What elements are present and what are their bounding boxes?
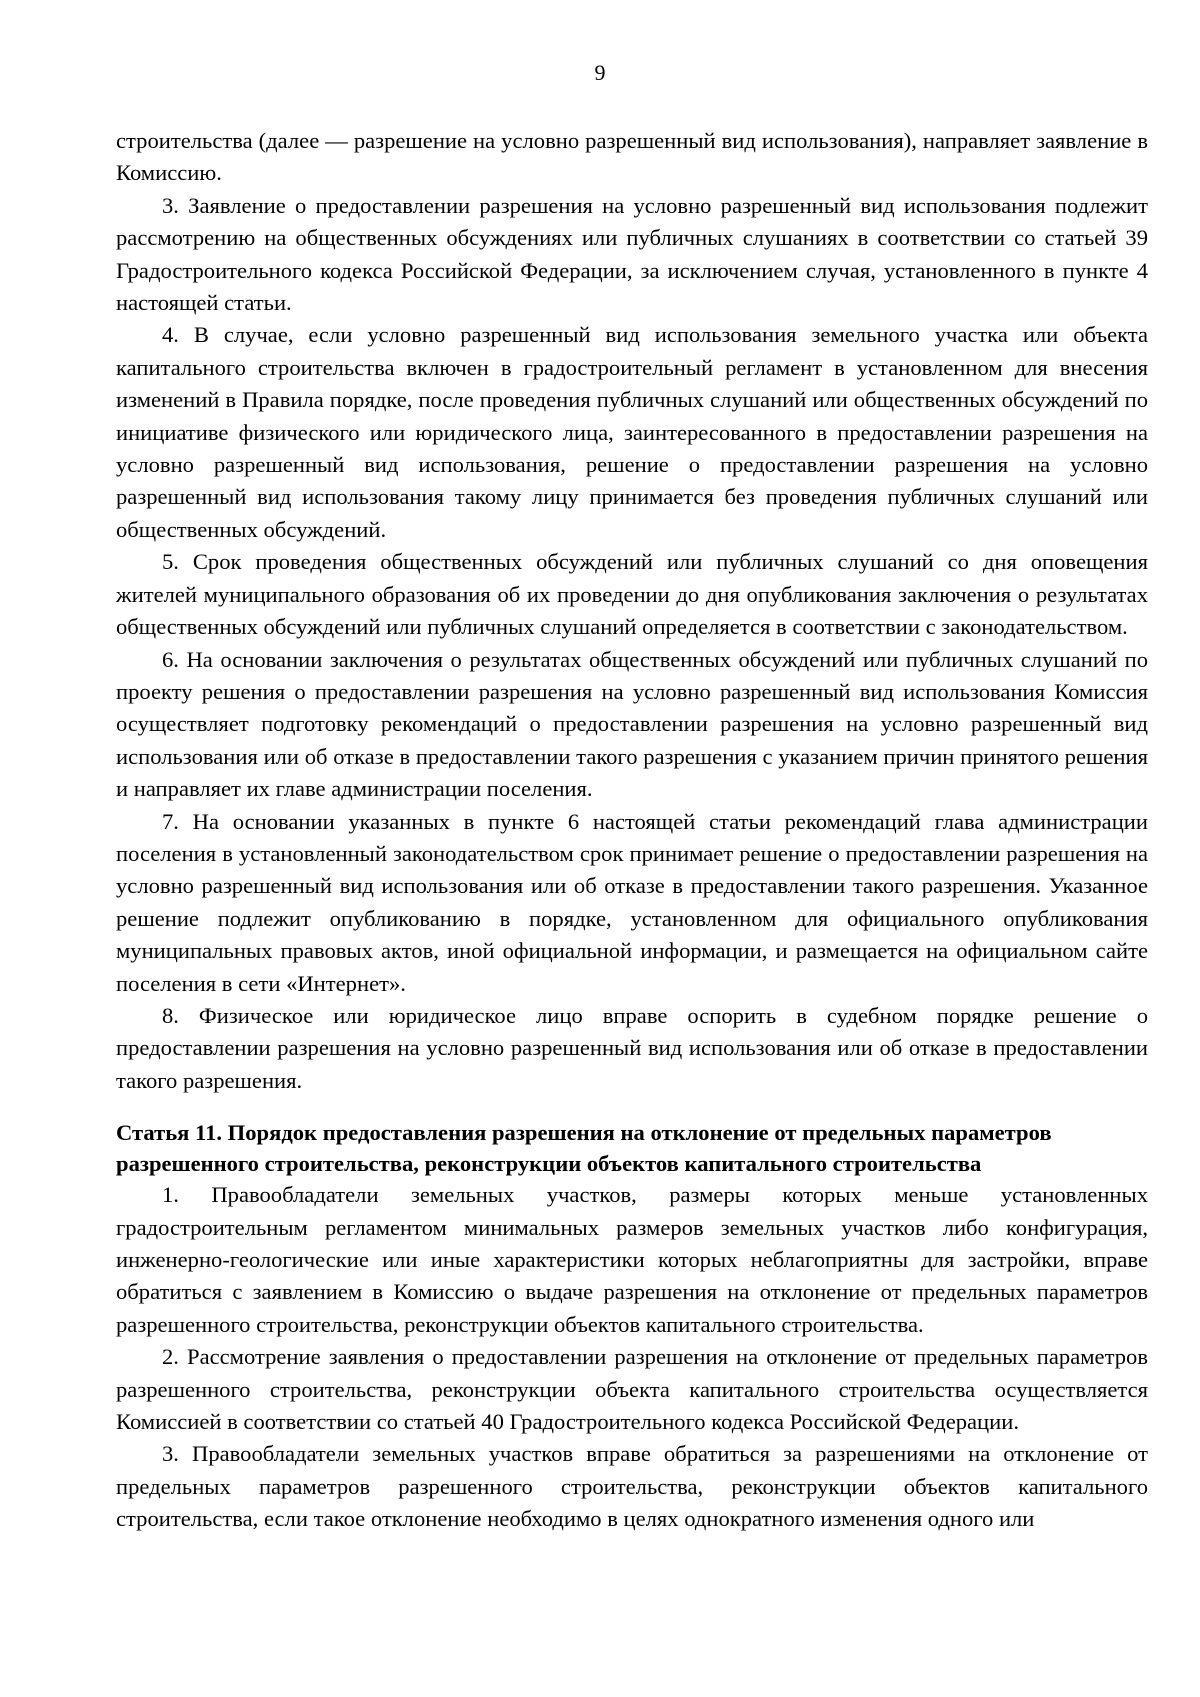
- article-heading: Статья 11. Порядок предоставления разрешения на отклонение от предельных параметров разрешенного строительства, реконструкции объектов капитального строительства: [116, 1120, 1052, 1177]
- paragraph-item-4: 4. В случае, если условно разрешенный вид использования земельного участка или объекта капитального строительства включен в градостроительный регламент в установленном для внесения изменений в Правила порядке, после проведения публичных слушаний или общественных обсуждений по инициативе физического или юридического лица, заинтересованного в предоставлении разрешения на условно разрешенный вид использования, решение о предоставлении разрешения на условно разрешенный вид использования такому лицу принимается без проведения публичных слушаний или общественных обсуждений.: [116, 322, 1148, 542]
- paragraph-continuation: строительства (далее — разрешение на условно разрешенный вид использования), направляет заявление в Комиссию.: [116, 128, 1148, 186]
- paragraph-item-3: 3. Заявление о предоставлении разрешения на условно разрешенный вид использования подлежит рассмотрению на общественных обсуждениях или публичных слушаниях в соответствии со статьей 39 Градостроительного кодекса Российской Федерации, за исключением случая, установленного в пункте 4 настоящей статьи.: [116, 192, 1148, 316]
- paragraph-item-7: 7. На основании указанных в пункте 6 настоящей статьи рекомендаций глава администрации поселения в установленный законодательством срок принимает решение о предоставлении разрешения на условно разрешенный вид использования или об отказе в предоставлении такого разрешения. Указанное решение подлежит опубликованию в порядке, установленном для официального опубликования муниципальных правовых актов, иной официальной информации, и размещается на официальном сайте поселения в сети «Интернет».: [116, 808, 1148, 996]
- page-number: 9: [594, 60, 606, 85]
- paragraph-item-5: 5. Срок проведения общественных обсуждений или публичных слушаний со дня оповещения жителей муниципального образования об их проведении до дня опубликования заключения о результатах общественных обсуждений или публичных слушаний определяется в соответствии с законодательством.: [116, 549, 1148, 640]
- document-body: [116, 125, 1148, 1536]
- paragraph-item-6: 6. На основании заключения о результатах общественных обсуждений или публичных слушаний по проекту решения о предоставлении разрешения на условно разрешенный вид использования Комиссия осуществляет подготовку рекомендаций о предоставлении разрешения на условно разрешенный вид использования или об отказе в предоставлении такого разрешения с указанием причин принятого решения и направляет их главе администрации поселения.: [116, 646, 1148, 802]
- paragraph-item-8: 8. Физическое или юридическое лицо вправе оспорить в судебном порядке решение о предоставлении разрешения на условно разрешенный вид использования или об отказе в предоставлении такого разрешения.: [116, 1002, 1148, 1093]
- paragraph-article11-item-3: 3. Правообладатели земельных участков вправе обратиться за разрешениями на отклонение от предельных параметров разрешенного строительства, реконструкции объектов капитального строительства, если такое отклонение необходимо в целях однократного изменения одного или: [116, 1441, 1148, 1532]
- paragraph-article11-item-1: 1. Правообладатели земельных участков, размеры которых меньше установленных градостроительным регламентом минимальных размеров земельных участков либо конфигурация, инженерно-геологические или иные характеристики которых неблагоприятны для застройки, вправе обратиться с заявлением в Комиссию о выдаче разрешения на отклонение от предельных параметров разрешенного строительства, реконструкции объектов капитального строительства.: [116, 1182, 1148, 1337]
- paragraph-article11-item-2: 2. Рассмотрение заявления о предоставлении разрешения на отклонение от предельных параметров разрешенного строительства, реконструкции объекта капитального строительства осуществляется Комиссией в соответствии со статьей 40 Градостроительного кодекса Российской Федерации.: [116, 1344, 1148, 1435]
